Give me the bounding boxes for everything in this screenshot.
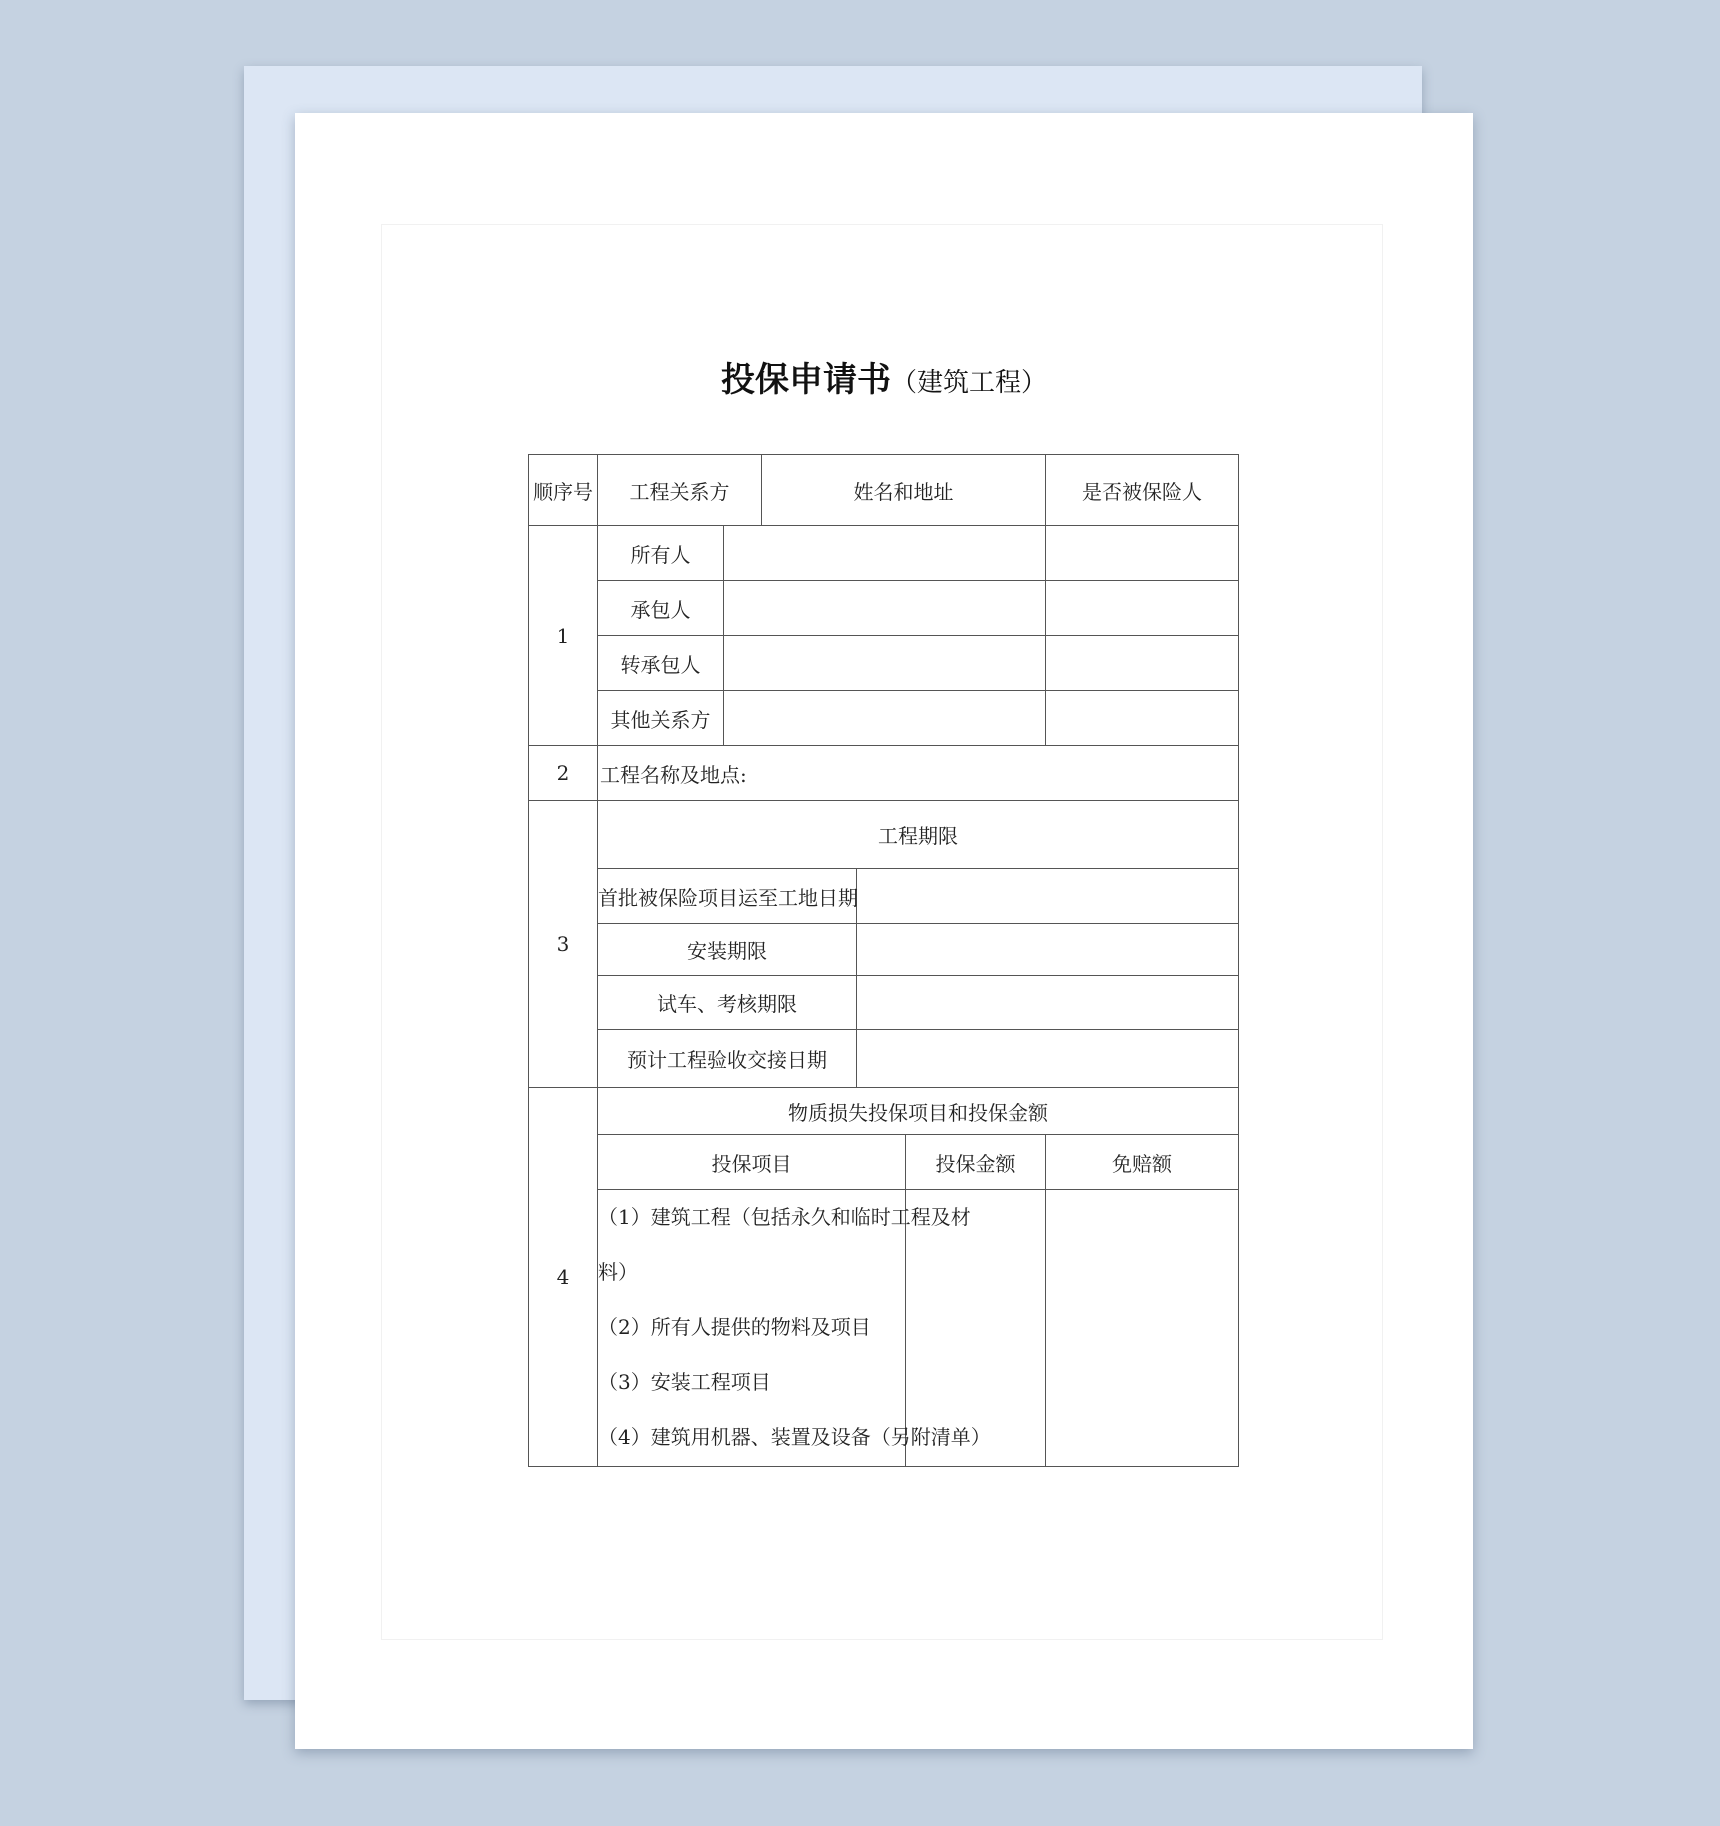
section4-heading: 物质损失投保项目和投保金额 [598,1088,1239,1135]
section1-name-address-field[interactable] [724,526,1046,581]
section2-project-name-field[interactable]: 工程名称及地点: [598,746,1239,801]
document-title [295,355,1473,411]
section4-item: （4）建筑用机器、装置及设备（另附清单） [598,1425,991,1449]
section4-heading-row [529,1088,1239,1135]
section1-party-label: 转承包人 [598,636,724,691]
section1-name-address-field[interactable] [724,581,1046,636]
section4-items-list [598,1190,991,1467]
section4-number: 4 [529,1088,598,1467]
section4-col-amount: 投保金额 [906,1135,1046,1190]
section4-item: 料） [598,1260,638,1284]
header-row [529,455,1239,526]
section3-row [529,976,1239,1030]
section2-row [529,746,1239,801]
section1-is-insured-field[interactable] [1046,691,1239,746]
section1-is-insured-field[interactable] [1046,526,1239,581]
section4-item: （3）安装工程项目 [598,1370,771,1394]
header-seq: 顺序号 [529,455,598,526]
section1-party-label: 所有人 [598,526,724,581]
section1-party-label: 承包人 [598,581,724,636]
header-party: 工程关系方 [598,455,762,526]
section3-row [529,869,1239,924]
section3-row [529,1030,1239,1088]
section3-period-field[interactable] [857,976,1239,1030]
section1-row [529,691,1239,746]
section4-item: （2）所有人提供的物料及项目 [598,1315,871,1339]
section4-columns-row [529,1135,1239,1190]
header-is-insured: 是否被保险人 [1046,455,1239,526]
section3-period-label: 试车、考核期限 [598,976,857,1030]
section3-period-field[interactable] [857,924,1239,976]
section1-row [529,526,1239,581]
section3-period-field[interactable] [857,869,1239,924]
section3-row [529,924,1239,976]
section1-is-insured-field[interactable] [1046,636,1239,691]
title-sub: （建筑工程） [890,368,1047,398]
section3-period-field[interactable] [857,1030,1239,1088]
section1-is-insured-field[interactable] [1046,581,1239,636]
header-name-address: 姓名和地址 [762,455,1046,526]
document-page [295,113,1473,1749]
section4-col-item: 投保项目 [598,1135,906,1190]
section4-items-row [529,1190,1239,1467]
section4-deductible-field[interactable] [1046,1190,1239,1467]
section2-number: 2 [529,746,598,801]
section3-heading: 工程期限 [598,801,1239,869]
application-form-table [528,454,1239,1467]
section1-party-label: 其他关系方 [598,691,724,746]
section3-number: 3 [529,801,598,1088]
section1-name-address-field[interactable] [724,691,1046,746]
section3-heading-row [529,801,1239,869]
title-main: 投保申请书 [720,360,891,400]
section1-name-address-field[interactable] [724,636,1046,691]
section3-period-label: 预计工程验收交接日期 [598,1030,857,1088]
section4-item: （1）建筑工程（包括永久和临时工程及材 [598,1205,971,1229]
section1-row [529,636,1239,691]
section3-period-label: 安装期限 [598,924,857,976]
section4-col-deductible: 免赔额 [1046,1135,1239,1190]
section3-period-label: 首批被保险项目运至工地日期 [598,869,857,924]
section1-row [529,581,1239,636]
section1-number: 1 [529,526,598,746]
